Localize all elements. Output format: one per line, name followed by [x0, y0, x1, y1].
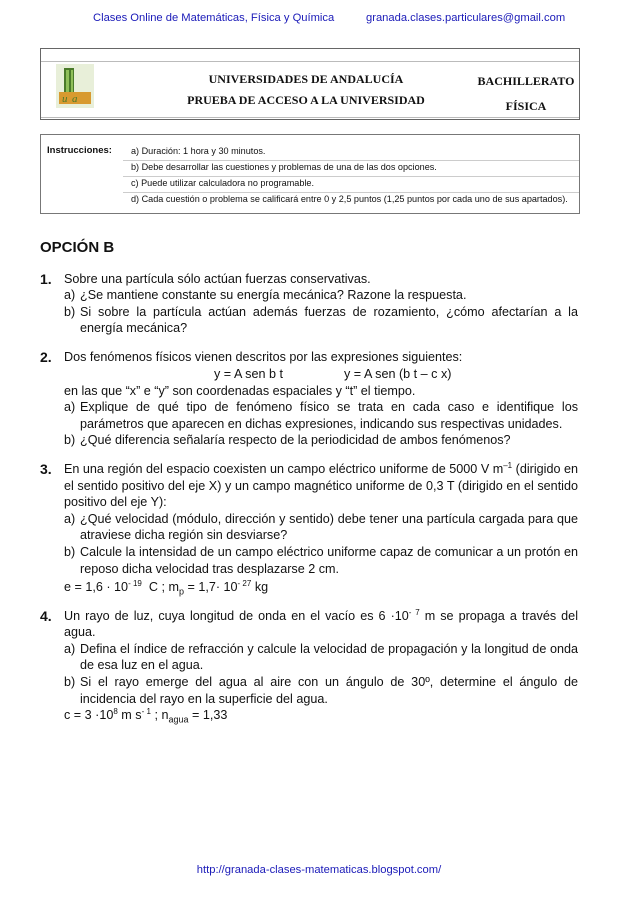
question-text: Dos fenómenos físicos vienen descritos por las expresiones siguientes: [64, 349, 463, 364]
footer-url[interactable]: http://granada-clases-matematicas.blogspot.com/ [196, 864, 442, 876]
header-site-name: Clases Online de Matemáticas, Física y Química [93, 12, 335, 24]
part-letter: a) [64, 400, 76, 415]
question-number: 3. [40, 460, 52, 477]
instruction-item: a) Duración: 1 hora y 30 minutos. [131, 146, 266, 156]
question-text: Un rayo de luz, cuya longitud de onda en el vacío es $6 \cdot 10^{- 7}$ m se propaga a través del agua. [64, 607, 578, 640]
title-universities: UNIVERSIDADES DE ANDALUCÍA [208, 72, 404, 86]
part-text: Defina el índice de refracción y calcule la velocidad de propagación y la longitud de onda de esa luz en el agua. [80, 641, 578, 673]
question-part [40, 287, 578, 304]
question-part [40, 432, 578, 449]
part-text: Calcule la intensidad de un campo eléctrico uniforme capaz de comunicar a un protón en reposo dicha velocidad tras desplazarse 2 cm. [80, 544, 578, 576]
svg-text:a: a [72, 93, 78, 105]
question-4 [40, 608, 578, 724]
instruction-item: d) Cada cuestión o problema se calificará entre 0 y 2,5 puntos (1,25 puntos por cada uno de sus apartados). [131, 194, 568, 204]
exam-subject [471, 69, 581, 119]
instruction-item: b) Debe desarrollar las cuestiones y problemas de una de las dos opciones. [131, 162, 437, 172]
exam-title-box [40, 48, 580, 120]
part-text: ¿Se mantiene constante su energía mecánica? Razone la respuesta. [80, 288, 467, 303]
instructions-box [40, 134, 580, 214]
part-letter: a) [64, 288, 76, 303]
constants-line: $c = 3 \cdot 10^8$ m $s^{- 1}$ ; $n_{agua} = 1,33$ [64, 707, 228, 725]
divider [41, 61, 579, 62]
part-letter: b) [64, 544, 76, 559]
question-part [40, 511, 578, 544]
part-letter: a) [64, 511, 76, 526]
university-logo-icon [56, 64, 94, 108]
question-number: 2. [40, 348, 52, 365]
formula-simple-harmonic: y = A sen b t [214, 366, 283, 381]
question-1 [40, 271, 578, 337]
question-part [40, 674, 578, 707]
question-part [40, 399, 578, 432]
question-number: 4. [40, 607, 52, 624]
exam-content [40, 240, 578, 736]
formula-line [40, 366, 578, 383]
part-letter: b) [64, 433, 76, 448]
part-text: Si el rayo emerge del agua al aire con un ángulo de 30º, determine el ángulo de incidencia del rayo en la superficie del agua. [80, 675, 578, 706]
title-level: BACHILLERATO [477, 74, 575, 88]
question-3 [40, 461, 578, 596]
title-exam-name: PRUEBA DE ACCESO A LA UNIVERSIDAD [187, 93, 425, 107]
part-text: ¿Qué diferencia señalaría respecto de la periodicidad de ambos fenómenos? [80, 433, 511, 448]
part-text: Si sobre la partícula actúan además fuerzas de rozamiento, ¿cómo afectarían a la energía mecánica? [80, 304, 578, 336]
part-letter: b) [64, 675, 76, 690]
question-2 [40, 349, 578, 449]
part-text: ¿Qué velocidad (módulo, dirección y sentido) debe tener una partícula cargada para que atraviese dicha región sin desviarse? [80, 511, 578, 543]
question-text: En una región del espacio coexisten un campo eléctrico uniforme de 5000 V $m^{-1}$ (dirigido en el sentido positivo del eje X) y un campo magnético uniforme de 0,3 T (dirigido en el sentido positivo del eje Y): [64, 460, 578, 510]
formula-wave: y = A sen (b t – c x) [344, 366, 452, 381]
part-letter: a) [64, 641, 76, 656]
instructions-label: Instrucciones: [47, 145, 112, 156]
part-letter: b) [64, 304, 76, 319]
question-part [40, 641, 578, 674]
exam-title [161, 69, 451, 111]
title-subject: FÍSICA [505, 99, 547, 113]
svg-text:u: u [62, 93, 68, 105]
instruction-item: c) Puede utilizar calculadora no programable. [131, 178, 314, 188]
constants-line: $e = 1,6 \cdot 10^{- 19}$ C ; $m_p = 1,7\cdot 10^{- 27}$ kg [64, 578, 269, 597]
instructions-list [131, 143, 571, 207]
question-part [40, 544, 578, 577]
header-email[interactable]: granada.clases.particulares@gmail.com [366, 12, 566, 24]
question-number: 1. [40, 270, 52, 287]
part-text: Explique de qué tipo de fenómeno físico se trata en cada caso e identifique los parámetros que aparecen en dichas expresiones, indicando sus respectivas unidades. [80, 400, 578, 431]
question-text: Sobre una partícula sólo actúan fuerzas conservativas. [64, 271, 371, 286]
question-part [40, 304, 578, 337]
option-title: OPCIÓN B [40, 239, 115, 256]
question-note: en las que “x” e “y” son coordenadas espaciales y “t” el tiempo. [64, 383, 416, 398]
